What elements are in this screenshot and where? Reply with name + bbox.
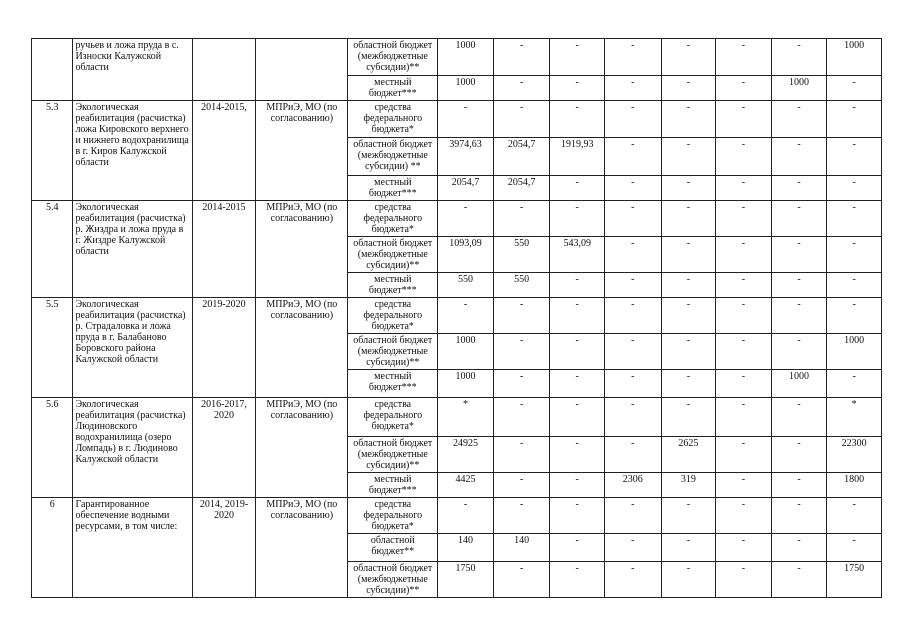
amount-cell: - xyxy=(493,334,550,370)
budget-table xyxy=(31,38,882,598)
amount-cell: - xyxy=(716,237,772,273)
amount-cell: - xyxy=(550,334,605,370)
amount-cell: - xyxy=(661,370,716,398)
amount-cell: 140 xyxy=(438,534,494,562)
amount-cell: - xyxy=(550,534,605,562)
amount-cell: 2054,7 xyxy=(438,176,494,201)
amount-cell: - xyxy=(771,498,827,534)
funding-source: областной бюджет (межбюджетные субсидии) ** xyxy=(348,138,438,176)
amount-cell: - xyxy=(771,534,827,562)
amount-cell: - xyxy=(605,562,662,598)
amount-cell: - xyxy=(493,201,550,237)
amount-cell: - xyxy=(716,498,772,534)
amount-cell: 140 xyxy=(493,534,550,562)
amount-cell: 1750 xyxy=(827,562,882,598)
amount-cell: - xyxy=(771,39,827,76)
amount-cell: 550 xyxy=(493,237,550,273)
amount-cell: - xyxy=(493,498,550,534)
amount-cell: - xyxy=(493,562,550,598)
amount-cell: - xyxy=(661,101,716,138)
amount-cell: 1000 xyxy=(438,76,494,101)
amount-cell: - xyxy=(438,201,494,237)
amount-cell: 1000 xyxy=(827,334,882,370)
item-name: Экологическая реабилитация (расчистка) р. Жиздра и ложа пруда в г. Жиздре Калужской области xyxy=(73,201,192,298)
amount-cell: - xyxy=(550,39,605,76)
item-number: 5.5 xyxy=(32,298,73,398)
item-executor: МПРиЭ, МО (по согласованию) xyxy=(256,201,348,298)
amount-cell: - xyxy=(661,534,716,562)
amount-cell: - xyxy=(605,76,662,101)
amount-cell: * xyxy=(827,398,882,437)
table-row xyxy=(32,201,882,237)
table-row xyxy=(32,39,882,76)
amount-cell: 1000 xyxy=(438,334,494,370)
amount-cell: 1919,93 xyxy=(550,138,605,176)
amount-cell: * xyxy=(438,398,494,437)
amount-cell: - xyxy=(661,39,716,76)
item-name: Экологическая реабилитация (расчистка) р. Страдаловка и ложа пруда в г. Балабаново Боровского района Калужской области xyxy=(73,298,192,398)
amount-cell: - xyxy=(550,398,605,437)
amount-cell: - xyxy=(605,534,662,562)
amount-cell: - xyxy=(605,437,662,473)
item-name: Экологическая реабилитация (расчистка) ложа Кировского верхнего и нижнего водохранилища в г. Киров Калужской области xyxy=(73,101,192,201)
item-name: ручьев и ложа пруда в с. Износки Калужской области xyxy=(73,39,192,101)
amount-cell: - xyxy=(438,101,494,138)
amount-cell: - xyxy=(550,201,605,237)
amount-cell: - xyxy=(550,298,605,334)
item-period: 2016-2017, 2020 xyxy=(192,398,256,498)
amount-cell: 1000 xyxy=(771,76,827,101)
amount-cell: - xyxy=(827,370,882,398)
amount-cell: 1800 xyxy=(827,473,882,498)
amount-cell: - xyxy=(771,437,827,473)
amount-cell: - xyxy=(550,76,605,101)
amount-cell: - xyxy=(716,138,772,176)
item-period: 2014-2015 xyxy=(192,201,256,298)
amount-cell: 1000 xyxy=(438,39,494,76)
amount-cell: - xyxy=(771,473,827,498)
item-executor: МПРиЭ, МО (по согласованию) xyxy=(256,298,348,398)
amount-cell: - xyxy=(771,237,827,273)
amount-cell: - xyxy=(661,76,716,101)
amount-cell: - xyxy=(771,398,827,437)
item-number: 6 xyxy=(32,498,73,598)
amount-cell: 2625 xyxy=(661,437,716,473)
amount-cell: 1000 xyxy=(827,39,882,76)
table-row xyxy=(32,298,882,334)
amount-cell: - xyxy=(605,201,662,237)
table-row xyxy=(32,498,882,534)
amount-cell: - xyxy=(550,370,605,398)
amount-cell: - xyxy=(661,201,716,237)
item-period xyxy=(192,39,256,101)
amount-cell: - xyxy=(493,437,550,473)
amount-cell: - xyxy=(827,498,882,534)
amount-cell: - xyxy=(605,176,662,201)
amount-cell: - xyxy=(771,298,827,334)
amount-cell: 2306 xyxy=(605,473,662,498)
amount-cell: - xyxy=(438,298,494,334)
amount-cell: 550 xyxy=(493,273,550,298)
funding-source: средства федерального бюджета* xyxy=(348,498,438,534)
amount-cell: - xyxy=(550,473,605,498)
amount-cell: - xyxy=(438,498,494,534)
amount-cell: - xyxy=(827,176,882,201)
table-row xyxy=(32,101,882,138)
amount-cell: - xyxy=(493,76,550,101)
amount-cell: - xyxy=(827,237,882,273)
amount-cell: 550 xyxy=(438,273,494,298)
amount-cell: - xyxy=(605,334,662,370)
amount-cell: - xyxy=(827,201,882,237)
amount-cell: 1000 xyxy=(438,370,494,398)
amount-cell: - xyxy=(661,176,716,201)
amount-cell: - xyxy=(550,176,605,201)
amount-cell: - xyxy=(493,473,550,498)
amount-cell: - xyxy=(661,334,716,370)
funding-source: местный бюджет*** xyxy=(348,76,438,101)
amount-cell: - xyxy=(605,138,662,176)
amount-cell: - xyxy=(605,101,662,138)
amount-cell: - xyxy=(771,201,827,237)
amount-cell: - xyxy=(716,334,772,370)
funding-source: местный бюджет*** xyxy=(348,273,438,298)
amount-cell: - xyxy=(716,398,772,437)
amount-cell: - xyxy=(716,201,772,237)
amount-cell: - xyxy=(550,437,605,473)
amount-cell: 4425 xyxy=(438,473,494,498)
item-executor xyxy=(256,39,348,101)
item-period: 2019-2020 xyxy=(192,298,256,398)
amount-cell: - xyxy=(716,534,772,562)
item-number: 5.6 xyxy=(32,398,73,498)
amount-cell: - xyxy=(716,39,772,76)
funding-source: областной бюджет** xyxy=(348,534,438,562)
funding-source: местный бюджет*** xyxy=(348,473,438,498)
amount-cell: - xyxy=(550,273,605,298)
amount-cell: - xyxy=(716,176,772,201)
funding-source: областной бюджет (межбюджетные субсидии)** xyxy=(348,237,438,273)
item-name: Экологическая реабилитация (расчистка) Людиновского водохранилища (озеро Ломпадь) в г. Людиново Калужской области xyxy=(73,398,192,498)
amount-cell: 3974,63 xyxy=(438,138,494,176)
amount-cell: 2054,7 xyxy=(493,176,550,201)
amount-cell: - xyxy=(771,101,827,138)
amount-cell: - xyxy=(771,176,827,201)
amount-cell: - xyxy=(716,437,772,473)
amount-cell: - xyxy=(716,562,772,598)
item-number: 5.3 xyxy=(32,101,73,201)
amount-cell: - xyxy=(661,398,716,437)
amount-cell: - xyxy=(827,101,882,138)
amount-cell: - xyxy=(716,473,772,498)
amount-cell: 1000 xyxy=(771,370,827,398)
funding-source: областной бюджет (межбюджетные субсидии)** xyxy=(348,334,438,370)
amount-cell: - xyxy=(605,370,662,398)
amount-cell: - xyxy=(493,298,550,334)
table-body xyxy=(32,39,882,598)
item-number: 5.4 xyxy=(32,201,73,298)
funding-source: областной бюджет (межбюджетные субсидии)** xyxy=(348,39,438,76)
item-executor: МПРиЭ, МО (по согласованию) xyxy=(256,498,348,598)
amount-cell: - xyxy=(771,138,827,176)
amount-cell: - xyxy=(605,398,662,437)
amount-cell: - xyxy=(493,398,550,437)
amount-cell: 22300 xyxy=(827,437,882,473)
amount-cell: - xyxy=(716,273,772,298)
amount-cell: - xyxy=(661,298,716,334)
amount-cell: - xyxy=(605,498,662,534)
amount-cell: - xyxy=(827,298,882,334)
amount-cell: 2054,7 xyxy=(493,138,550,176)
table-row xyxy=(32,398,882,437)
amount-cell: - xyxy=(661,562,716,598)
amount-cell: - xyxy=(827,138,882,176)
amount-cell: 1093,09 xyxy=(438,237,494,273)
amount-cell: - xyxy=(493,39,550,76)
amount-cell: - xyxy=(827,273,882,298)
amount-cell: - xyxy=(493,101,550,138)
item-executor: МПРиЭ, МО (по согласованию) xyxy=(256,101,348,201)
funding-source: областной бюджет (межбюджетные субсидии)** xyxy=(348,562,438,598)
amount-cell: 24925 xyxy=(438,437,494,473)
amount-cell: - xyxy=(661,138,716,176)
amount-cell: - xyxy=(605,298,662,334)
funding-source: местный бюджет*** xyxy=(348,370,438,398)
amount-cell: - xyxy=(716,76,772,101)
item-period: 2014-2015, xyxy=(192,101,256,201)
amount-cell: - xyxy=(827,534,882,562)
item-period: 2014, 2019-2020 xyxy=(192,498,256,598)
funding-source: средства федерального бюджета* xyxy=(348,201,438,237)
amount-cell: - xyxy=(605,273,662,298)
item-name: Гарантированное обеспечение водными ресурсами, в том числе: xyxy=(73,498,192,598)
amount-cell: - xyxy=(716,370,772,398)
amount-cell: - xyxy=(550,101,605,138)
amount-cell: - xyxy=(716,101,772,138)
amount-cell: 1750 xyxy=(438,562,494,598)
amount-cell: - xyxy=(827,76,882,101)
item-number xyxy=(32,39,73,101)
funding-source: средства федерального бюджета* xyxy=(348,398,438,437)
amount-cell: 543,09 xyxy=(550,237,605,273)
amount-cell: - xyxy=(550,562,605,598)
amount-cell: - xyxy=(771,562,827,598)
amount-cell: - xyxy=(661,237,716,273)
funding-source: средства федерального бюджета* xyxy=(348,101,438,138)
amount-cell: - xyxy=(493,370,550,398)
funding-source: средства федерального бюджета* xyxy=(348,298,438,334)
amount-cell: - xyxy=(605,237,662,273)
amount-cell: - xyxy=(771,273,827,298)
amount-cell: - xyxy=(716,298,772,334)
funding-source: областной бюджет (межбюджетные субсидии)** xyxy=(348,437,438,473)
amount-cell: - xyxy=(550,498,605,534)
amount-cell: - xyxy=(661,498,716,534)
amount-cell: 319 xyxy=(661,473,716,498)
amount-cell: - xyxy=(661,273,716,298)
amount-cell: - xyxy=(771,334,827,370)
amount-cell: - xyxy=(605,39,662,76)
funding-source: местный бюджет*** xyxy=(348,176,438,201)
item-executor: МПРиЭ, МО (по согласованию) xyxy=(256,398,348,498)
